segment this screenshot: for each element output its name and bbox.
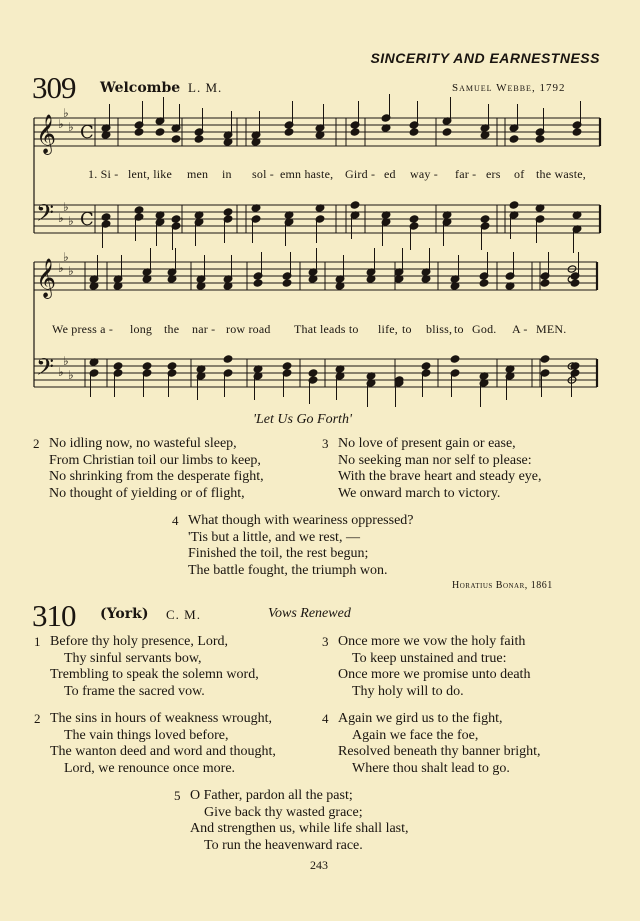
page-number: 243	[310, 858, 328, 872]
lyrics-line-1	[0, 167, 640, 183]
note	[350, 201, 360, 209]
bass-clef-icon: 𝄢	[36, 199, 55, 232]
stanza-line: And strengthen us, while life shall last,	[190, 821, 409, 836]
note	[284, 128, 294, 136]
note	[480, 215, 490, 223]
lyric-syllable: God.	[472, 322, 497, 336]
lyric-syllable: of	[514, 167, 525, 181]
treble-clef-icon: 𝄞	[36, 114, 57, 154]
note	[540, 355, 550, 363]
stanza-line: What though with weariness oppressed?	[188, 513, 414, 528]
note	[409, 128, 419, 136]
stanza-line: Give back thy wasted grace;	[204, 804, 363, 820]
stanza-line: We onward march to victory.	[338, 485, 501, 501]
stanza-line: No idling now, no wasteful sleep,	[49, 436, 237, 451]
lyric-syllable: MEN.	[536, 322, 567, 336]
note	[509, 201, 519, 209]
lyric-syllable: lent, like	[128, 167, 172, 181]
hymn-309-composer: Samuel Webbe, 1792	[452, 82, 566, 94]
hymn-310-stanza-2	[34, 711, 276, 777]
note	[282, 279, 292, 287]
lyric-syllable: 1. Si -	[88, 167, 119, 181]
note	[113, 362, 123, 370]
lyric-syllable: nar -	[192, 322, 216, 336]
hymn-310-stanza-3	[322, 634, 531, 700]
hymn-310-stanza-5	[174, 788, 409, 854]
flat-icon: ♭	[68, 120, 74, 134]
stanza-line: The wanton deed and word and thought,	[50, 744, 276, 759]
lyric-syllable: to	[402, 322, 412, 336]
lyric-syllable: life,	[378, 322, 398, 336]
stanza-line: 'Tis but a little, and we rest, —	[188, 529, 360, 545]
lyric-syllable: row road	[226, 322, 271, 336]
stanza-line: Where thou shalt lead to go.	[352, 760, 510, 776]
lyric-syllable: in	[222, 167, 232, 181]
note	[142, 362, 152, 370]
lyrics-line-2	[0, 322, 640, 338]
hymn-309-number: 309	[32, 70, 76, 105]
stanza-line: No thought of yielding or of flight,	[49, 485, 245, 501]
flat-icon: ♭	[58, 211, 64, 225]
stanza-line: No seeking man nor self to please:	[338, 452, 532, 468]
stanza-line: Resolved beneath thy banner bright,	[338, 744, 541, 759]
flat-icon: ♭	[68, 214, 74, 228]
stanza-line: Lord, we renounce once more.	[64, 760, 236, 776]
hymn-309-stanza-3	[322, 436, 542, 502]
hymn-310-stanza-1	[34, 634, 259, 700]
stanza-number: 4	[322, 711, 329, 726]
lyric-syllable: way -	[410, 167, 438, 181]
hymn-309-caption: 'Let Us Go Forth'	[253, 412, 352, 427]
hymn-309-stanza-4	[172, 513, 414, 579]
lyric-syllable: ed	[384, 167, 396, 181]
stanza-line: Thy holy will to do.	[352, 683, 464, 699]
note	[282, 362, 292, 370]
lyric-syllable: men	[187, 167, 209, 181]
lyric-syllable: sol -	[252, 167, 274, 181]
flat-icon: ♭	[68, 368, 74, 382]
stanza-line: Once more we promise unto death	[338, 667, 531, 682]
stanza-line: Before thy holy presence, Lord,	[50, 634, 229, 649]
stanza-line: The vain things loved before,	[64, 727, 229, 743]
note	[540, 279, 550, 287]
stanza-number: 3	[322, 634, 329, 649]
stanza-line: To run the heavenward race.	[204, 837, 363, 853]
note	[223, 208, 233, 216]
note	[572, 128, 582, 136]
lyric-syllable: That leads to	[294, 322, 359, 336]
stanza-line: No love of present gain or ease,	[338, 436, 516, 451]
note	[155, 128, 165, 136]
flat-icon: ♭	[58, 261, 64, 275]
stanza-number: 1	[34, 634, 41, 649]
note	[134, 128, 144, 136]
hymn-309-stanza-2	[33, 436, 264, 502]
bass-clef-icon: 𝄢	[36, 353, 55, 386]
flat-icon: ♭	[58, 365, 64, 379]
note	[101, 213, 111, 221]
lyric-syllable: A -	[512, 322, 528, 336]
stanza-line: Trembling to speak the solemn word,	[50, 667, 259, 682]
flat-icon: ♭	[63, 200, 69, 214]
note	[442, 128, 452, 136]
note	[509, 135, 519, 143]
common-time-icon: C	[80, 122, 94, 143]
note	[308, 369, 318, 377]
note	[350, 128, 360, 136]
hymn-310-caption: Vows Renewed	[268, 606, 351, 621]
lyric-syllable: far -	[455, 167, 477, 181]
lyric-syllable: We press a -	[52, 322, 114, 336]
stanza-number: 4	[172, 513, 179, 528]
note	[167, 362, 177, 370]
lyric-syllable: bliss,	[426, 322, 453, 336]
flat-icon: ♭	[63, 106, 69, 120]
note	[194, 135, 204, 143]
stanza-line: Finished the toil, the rest begun;	[188, 546, 369, 561]
hymn-309-author: Horatius Bonar, 1861	[452, 580, 553, 591]
note	[479, 279, 489, 287]
note	[134, 206, 144, 214]
lyric-syllable: the waste,	[536, 167, 586, 181]
note	[171, 215, 181, 223]
lyric-syllable: Gird -	[345, 167, 376, 181]
flat-icon: ♭	[58, 117, 64, 131]
stanza-number: 5	[174, 788, 181, 803]
note	[223, 355, 233, 363]
note	[421, 362, 431, 370]
stanza-line: Again we face the foe,	[352, 727, 479, 743]
note	[253, 279, 263, 287]
stanza-line: The sins in hours of weakness wrought,	[50, 711, 273, 726]
stanza-line: Again we gird us to the fight,	[338, 711, 503, 726]
stanza-line: Thy sinful servants bow,	[64, 650, 202, 666]
lyric-syllable: emn haste,	[280, 167, 334, 181]
stanza-number: 2	[34, 711, 41, 726]
stanza-number: 3	[322, 436, 329, 451]
lyric-syllable: ers	[486, 167, 501, 181]
stanza-line: To frame the sacred vow.	[64, 683, 205, 699]
note	[409, 215, 419, 223]
lyric-syllable: long	[130, 322, 153, 336]
section-title: SINCERITY AND EARNESTNESS	[370, 50, 600, 66]
stanza-line: With the brave heart and steady eye,	[338, 469, 542, 484]
note	[535, 135, 545, 143]
hymn-310-tune: (York)	[100, 606, 149, 622]
hymn-310-meter: C. M.	[166, 607, 201, 622]
flat-icon: ♭	[63, 250, 69, 264]
stanza-number: 2	[33, 436, 40, 451]
music-score	[0, 0, 640, 410]
lyric-syllable: to	[454, 322, 464, 336]
common-time-icon: C	[80, 209, 94, 230]
stanza-line: Once more we vow the holy faith	[338, 634, 526, 649]
stanza-line: No shrinking from the desperate fight,	[49, 469, 264, 484]
stanza-line: To keep unstained and true:	[352, 650, 507, 666]
stanza-line: From Christian toil our limbs to keep,	[49, 452, 261, 468]
stanza-line: The battle fought, the triumph won.	[188, 562, 388, 578]
hymn-309-tune: Welcombe	[100, 80, 181, 96]
flat-icon: ♭	[68, 264, 74, 278]
lyric-syllable: the	[164, 322, 180, 336]
hymn-310-stanza-4	[322, 711, 541, 777]
flat-icon: ♭	[63, 354, 69, 368]
note	[450, 355, 460, 363]
note	[171, 135, 181, 143]
treble-clef-icon: 𝄞	[36, 258, 57, 298]
stanza-line: O Father, pardon all the past;	[190, 788, 353, 803]
hymn-309-meter: L. M.	[188, 80, 223, 95]
hymn-310-number: 310	[32, 598, 76, 633]
